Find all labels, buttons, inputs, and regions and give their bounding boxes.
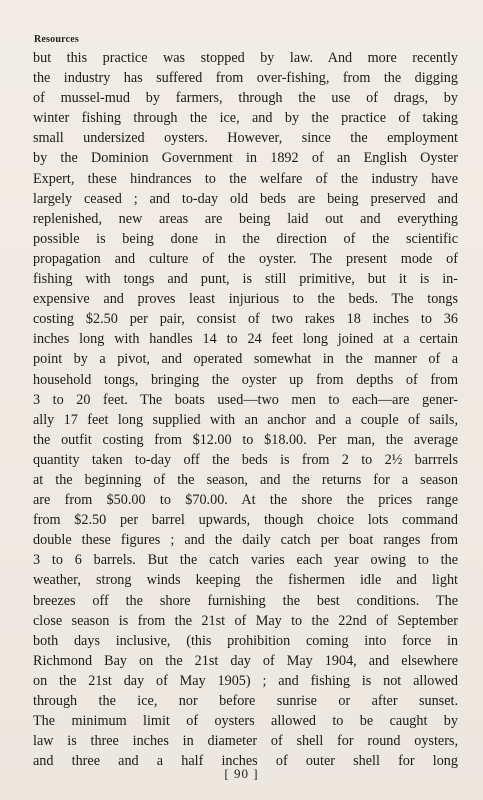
text-line: but this practice was stopped by law. And more recently: [33, 50, 458, 66]
text-line: the outfit costing from $12.00 to $18.00. Per man, the average: [33, 431, 458, 448]
text-line: replenished, new areas are being laid out and everything: [33, 210, 458, 227]
text-line: point by a pivot, and operated somewhat in the manner of a: [33, 351, 458, 368]
text-line: on the 21st day of May 1905) ; and fishing is not allowed: [33, 672, 458, 689]
text-line: quantity taken to-day off the beds is from 2 to 2½ barrrels: [33, 451, 458, 468]
text-line: winter fishing through the ice, and by the practice of taking: [33, 110, 458, 127]
text-line: the industry has suffered from over-fishing, from the digging: [33, 70, 458, 87]
text-line: fishing with tongs and punt, is still primitive, but it is in-: [33, 271, 458, 288]
text-line: 3 to 20 feet. The boats used—two men to each—are gener-: [33, 391, 458, 408]
text-line: weather, strong winds keeping the fishermen idle and light: [33, 572, 458, 589]
text-line: double these figures ; and the daily catch per boat ranges from: [33, 532, 458, 549]
text-line: ally 17 feet long supplied with an anchor and a couple of sails,: [33, 411, 458, 428]
text-line: expensive and proves least injurious to the beds. The tongs: [33, 291, 458, 308]
text-line: both days inclusive, (this prohibition coming into force in: [33, 632, 458, 649]
text-line: of mussel-mud by farmers, through the use of drags, by: [33, 90, 458, 107]
text-line: by the Dominion Government in 1892 of an English Oyster: [33, 150, 458, 167]
text-line: law is three inches in diameter of shell for round oysters,: [33, 733, 458, 750]
text-line: household tongs, bringing the oyster up from depths of from: [33, 371, 458, 388]
text-line: largely ceased ; and to-day old beds are being preserved and: [33, 190, 458, 207]
body-paragraph: [33, 48, 458, 771]
text-line: propagation and culture of the oyster. The present mode of: [33, 250, 458, 267]
page-number: [ 90 ]: [224, 766, 259, 781]
text-line: and three and a half inches of outer shell for long: [33, 753, 458, 770]
text-line: inches long with handles 14 to 24 feet long joined at a certain: [33, 331, 458, 348]
text-line: from $2.50 per barrel upwards, though choice lots command: [33, 512, 458, 529]
text-line: are from $50.00 to $70.00. At the shore the prices range: [33, 492, 458, 509]
text-line: Richmond Bay on the 21st day of May 1904, and elsewhere: [33, 652, 458, 669]
text-line: breezes off the shore furnishing the best conditions. The: [33, 592, 458, 609]
text-line: The minimum limit of oysters allowed to be caught by: [33, 713, 458, 730]
running-head: Resources: [34, 34, 79, 45]
text-line: close season is from the 21st of May to the 22nd of September: [33, 612, 458, 629]
text-line: Expert, these hindrances to the welfare of the industry have: [33, 170, 458, 187]
text-line: costing $2.50 per pair, consist of two rakes 18 inches to 36: [33, 311, 458, 328]
text-line: at the beginning of the season, and the returns for a season: [33, 471, 458, 488]
text-line: possible is being done in the direction of the scientific: [33, 230, 458, 247]
text-line: small undersized oysters. However, since the employment: [33, 130, 458, 147]
text-line: 3 to 6 barrels. But the catch varies each year owing to the: [33, 552, 458, 569]
text-line: through the ice, nor before sunrise or after sunset.: [33, 693, 458, 709]
